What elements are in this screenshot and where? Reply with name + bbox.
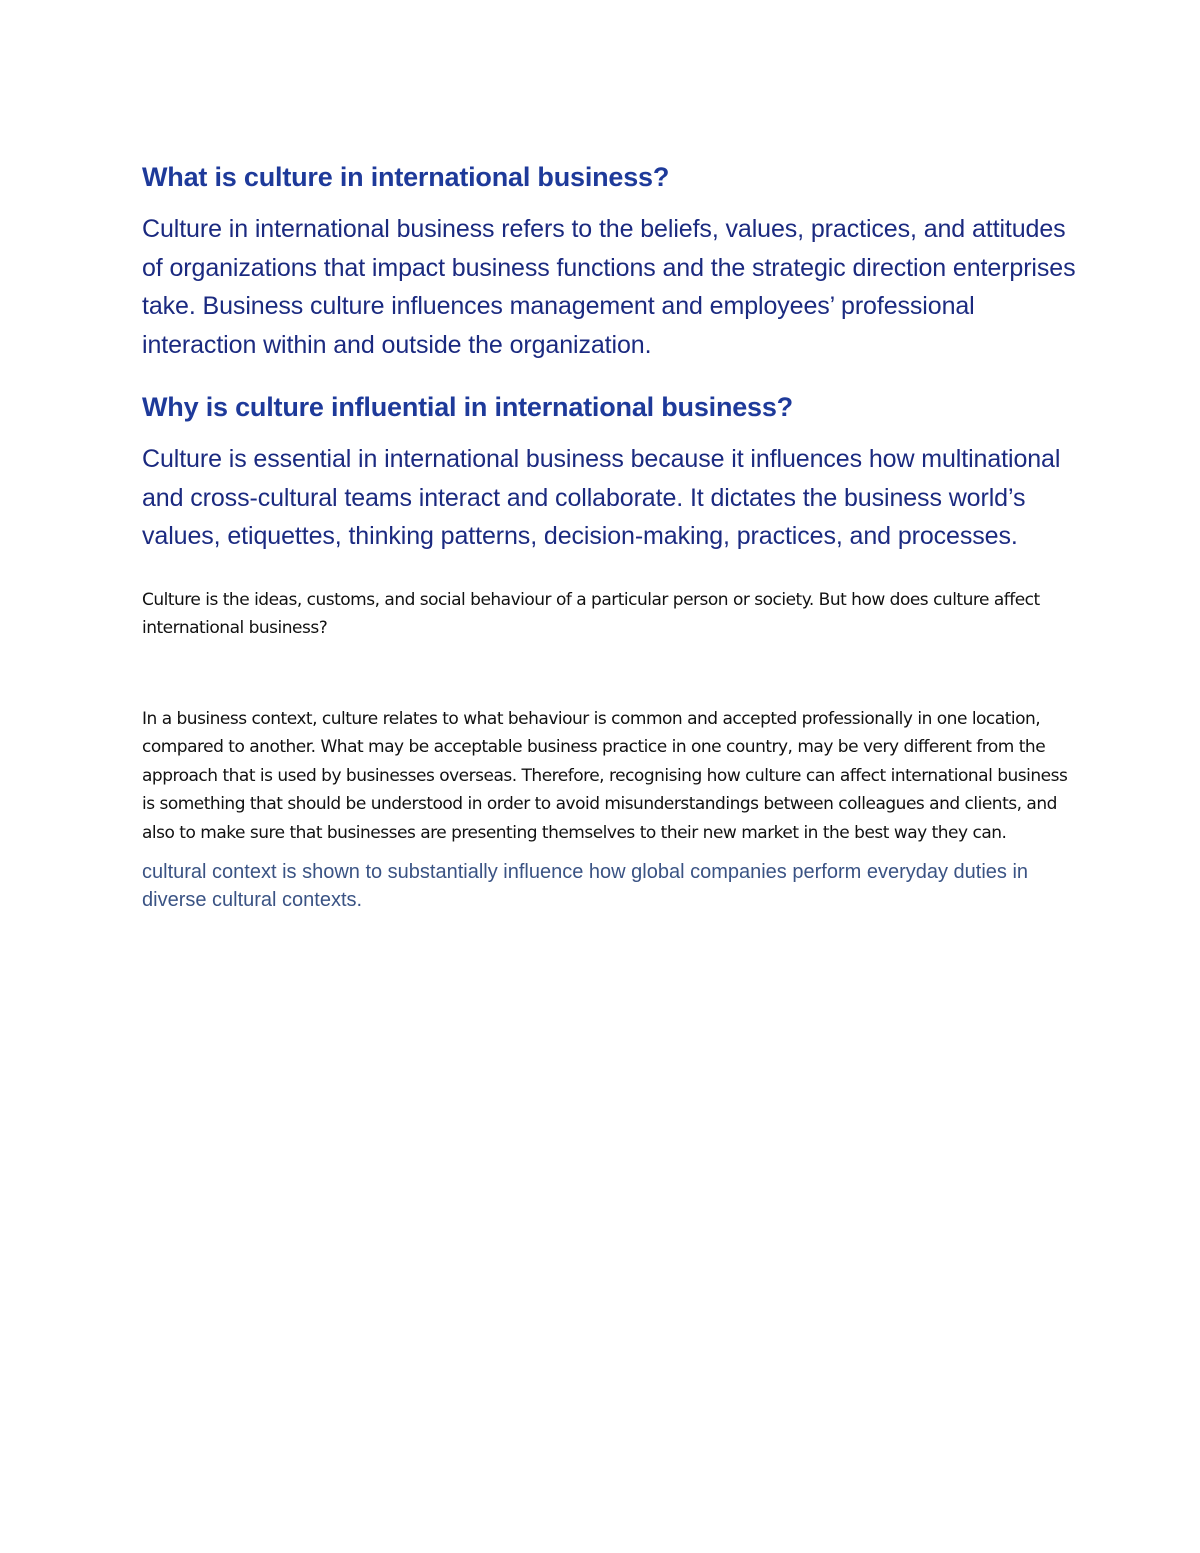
paragraph-business-context: In a business context, culture relates to what behaviour is common and accepted professionally in one location, compared to another. What may be acceptable business practice in one country, may be very different from the approach that is used by businesses overseas. Therefore, recognising how culture can affect international business is something that should be understood in order to avoid misunderstandings between colleagues and clients, and also to make sure that businesses are presenting themselves to their new market in the best way they can. bbox=[142, 708, 1068, 843]
paragraph-cultural-context: cultural context is shown to substantially influence how global companies perform everyday duties in diverse cultural contexts. bbox=[142, 861, 1029, 911]
document-content bbox=[142, 158, 1077, 914]
heading-why-culture-influential: Why is culture influential in international business? bbox=[142, 392, 793, 422]
paragraph-culture-essential: Culture is essential in international business because it influences how multinational and cross-cultural teams interact and collaborate. It dictates the business world’s values, etiquettes, thinking patterns, decision-making, practices, and processes. bbox=[142, 445, 1061, 550]
heading-what-is-culture: What is culture in international business? bbox=[142, 162, 670, 192]
paragraph-culture-ideas: Culture is the ideas, customs, and social behaviour of a particular person or society. But how does culture affect international business? bbox=[142, 589, 1040, 638]
paragraph-culture-definition: Culture in international business refers to the beliefs, values, practices, and attitudes of organizations that impact business functions and the strategic direction enterprises take. Business culture influences management and employees’ professional interaction within and outside the organization. bbox=[142, 215, 1076, 359]
